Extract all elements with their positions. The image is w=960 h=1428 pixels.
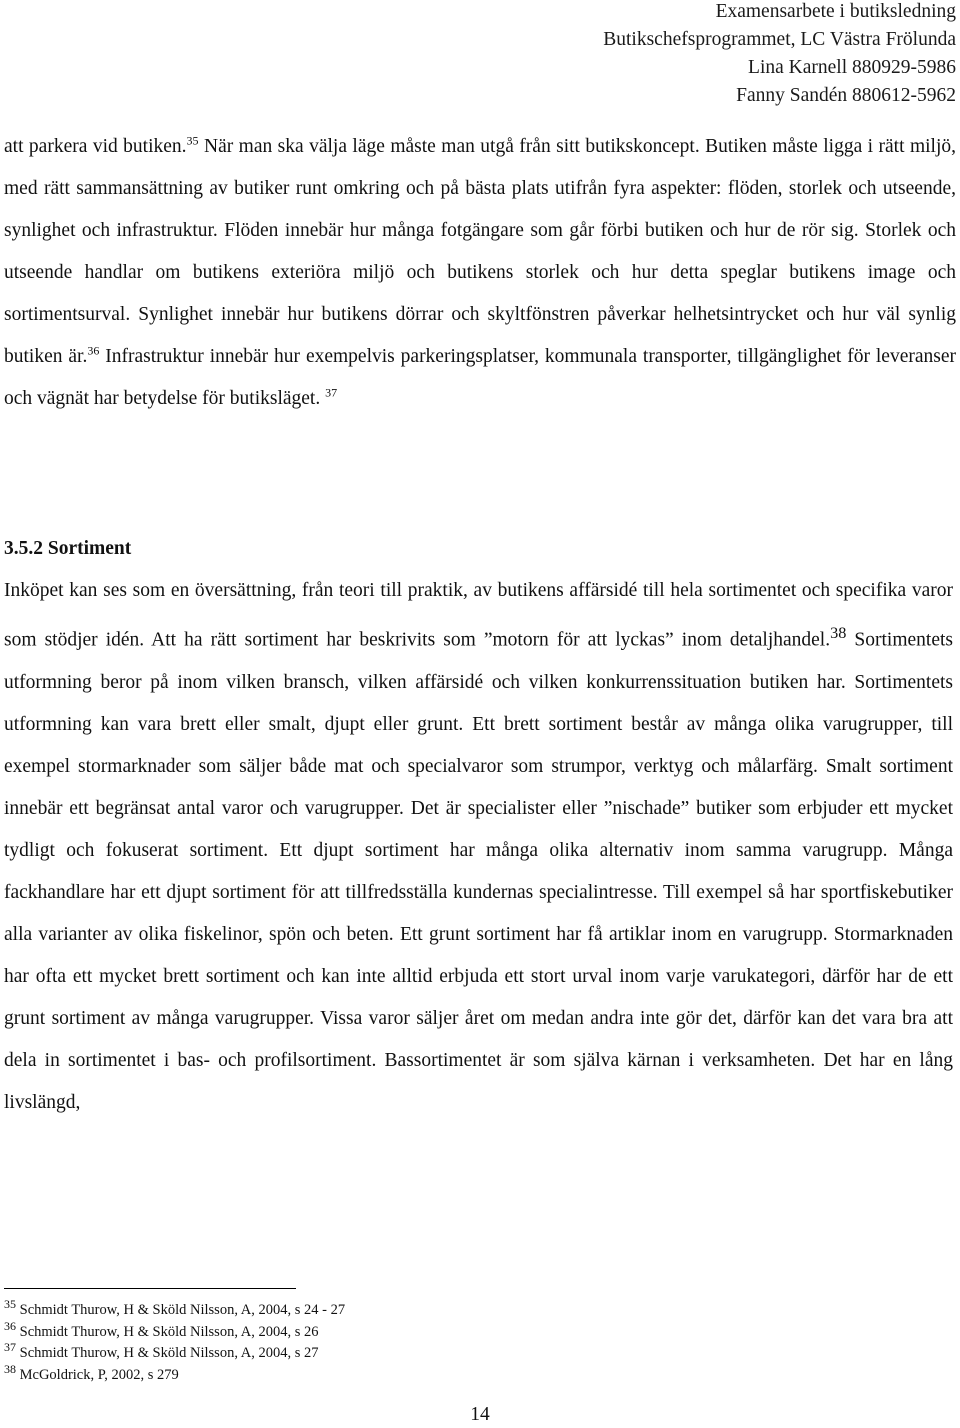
footnote-35 bbox=[4, 1297, 346, 1322]
footnote-ref-35[interactable]: 35 bbox=[186, 133, 199, 148]
section-heading: 3.5.2 Sortiment bbox=[4, 538, 132, 559]
header-author-2: Fanny Sandén 880612-5962 bbox=[736, 85, 956, 106]
header-course: Examensarbete i butiksledning bbox=[715, 1, 956, 22]
footnote-number: 36 bbox=[4, 1318, 16, 1333]
header-program: Butikschefsprogrammet, LC Västra Frölunda bbox=[603, 29, 956, 50]
page-number: 14 bbox=[470, 1404, 490, 1425]
text-run: När man ska välja läge måste man utgå från sitt butikskoncept. Butiken måste ligga i rätt miljö, med rätt sammansättning av butiker runt omkring och på bästa plats utifrån fyra aspekter: flöden, storlek och utseende, synlighet och infrastruktur. Flöden innebär hur många fotgängare som går förbi butiken och hur de rör sig. Storlek och utseende handlar om butikens exteriöra miljö och butikens storlek och hur detta speglar butikens image och sortimentsurval. Synlighet innebär hur butikens dörrar och skyltfönstren påverkar helhetsintrycket och hur väl synlig butiken är. bbox=[4, 136, 956, 367]
footnote-ref-37[interactable]: 37 bbox=[325, 385, 338, 400]
footnote-text: Schmidt Thurow, H & Sköld Nilsson, A, 2004, s 26 bbox=[16, 1323, 319, 1340]
header-author-1: Lina Karnell 880929-5986 bbox=[748, 57, 956, 78]
footnotes bbox=[4, 1297, 346, 1386]
footnote-ref-38[interactable]: 38 bbox=[830, 624, 847, 642]
footnote-divider bbox=[4, 1288, 296, 1289]
location-paragraph bbox=[4, 126, 956, 420]
footnote-36 bbox=[4, 1318, 345, 1344]
text-run: Sortimentets utformning beror på inom vilken bransch, vilken affärsidé och vilken konkurrenssituation butiken har. Sortimentets utformning kan vara brett eller smalt, djupt eller grunt. Ett brett sortiment består av många olika varugrupper, till exempel stormarknader som säljer både mat och specialvaror som strumpor, verktyg och målarfärg. Smalt sortiment innebär ett begränsat antal varor och varugrupper. Det är specialister eller ”nischade” butiker som erbjuder ett mycket tydligt och fokuserat sortiment. Ett djupt sortiment har många olika alternativ inom samma varugrupp. Många fackhandlare har ett djupt sortiment för att tillfredsställa kundernas specialintresse. Till exempel så har sportfiskebutiker alla varianter av olika fiskelinor, spön och beten. Ett grunt sortiment har få artiklar inom en varugrupp. Stormarknaden har ofta ett mycket brett sortiment och kan inte alltid erbjuda ett stort urval inom varje varukategori, därför har de ett grunt sortiment av många varugrupper. Vissa varor säljer året om medan andra inte gör det, därför kan det vara bra att dela in sortimentet i bas- och profilsortiment. Bassortimentet är som själva kärnan i verksamheten. Det har en lång livslängd, bbox=[4, 629, 954, 1113]
footnote-text: McGoldrick, P, 2002, s 279 bbox=[16, 1366, 179, 1383]
page-header bbox=[603, 0, 956, 110]
footnote-text: Schmidt Thurow, H & Sköld Nilsson, A, 2004, s 24 - 27 bbox=[16, 1302, 346, 1318]
footnote-37 bbox=[4, 1340, 345, 1365]
text-run: att parkera vid butiken. bbox=[4, 136, 187, 157]
footnote-number: 37 bbox=[4, 1340, 16, 1355]
text-run: Inköpet kan ses som en översättning, från teori till praktik, av butikens affärsidé till hela sortimentet och specifika varor som stödjer idén. Att ha rätt sortiment har beskrivits som ”motorn för att lyckas” inom detaljhandel. bbox=[4, 580, 953, 651]
assortment-paragraph bbox=[4, 570, 953, 1124]
footnote-38 bbox=[4, 1361, 345, 1387]
text-run: Infrastruktur innebär hur exempelvis parkeringsplatser, kommunala transporter, tillgänglighet för leveranser och vägnät har betydelse för butiksläget. bbox=[4, 346, 956, 409]
paragraph bbox=[4, 126, 956, 420]
footnote-ref-36[interactable]: 36 bbox=[87, 343, 100, 358]
footnote-number: 38 bbox=[4, 1361, 16, 1376]
footnote-number: 35 bbox=[4, 1297, 16, 1312]
footnote-text: Schmidt Thurow, H & Sköld Nilsson, A, 2004, s 27 bbox=[16, 1345, 319, 1361]
paragraph bbox=[4, 570, 953, 1124]
